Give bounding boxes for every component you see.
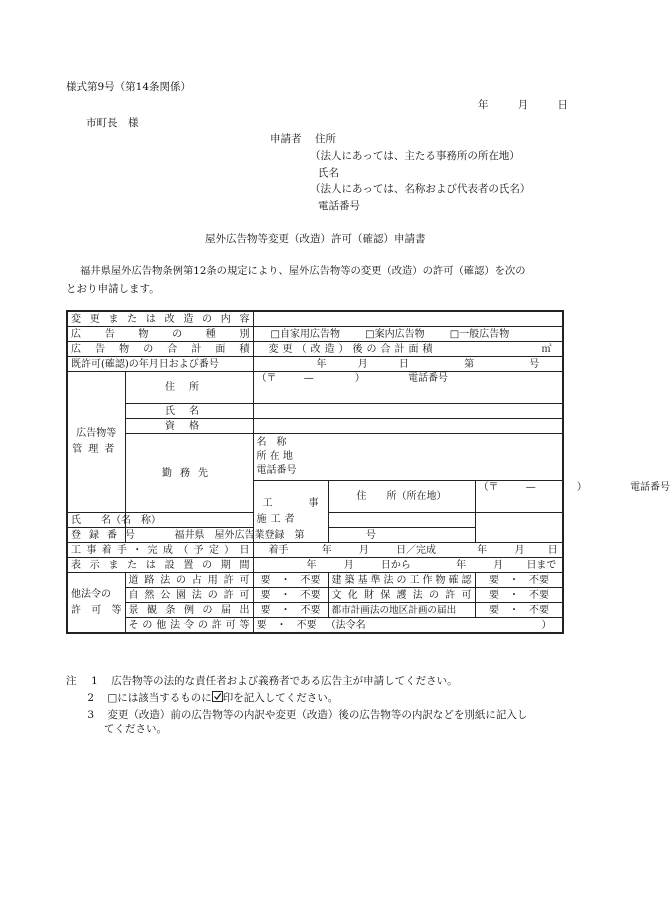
ad-type-option-general[interactable]: □一般広告物 <box>449 328 510 340</box>
law-road-label <box>125 573 253 588</box>
schedule-finish-day: 日 <box>547 544 558 556</box>
schedule-start-month: 月 <box>358 544 369 556</box>
note-2-text-post: 印を記入してください。 <box>222 692 339 704</box>
date-year-label: 年 <box>478 99 489 111</box>
note-2-text-pre: □には該当するものに <box>107 692 212 704</box>
manager-address-label <box>125 372 253 404</box>
law-building-label <box>328 573 475 588</box>
area-unit: ㎡ <box>541 343 552 355</box>
note-3 <box>66 708 527 722</box>
prior-permit-no-suffix: 号 <box>529 358 540 370</box>
law-name-open: （法令名 <box>325 619 366 631</box>
note-1-text: 広告物等の法的な責任者および義務者である広告主が申請してください。 <box>111 675 458 687</box>
contractor-postal-close: ） <box>576 482 587 493</box>
schedule-finish-label: 日／完成 <box>396 544 437 556</box>
manager-phone-label: 電話番号 <box>408 373 449 384</box>
manager-postal-close: ） <box>354 373 365 384</box>
after-area-cell[interactable] <box>253 342 563 357</box>
intro-line-1: 福井県屋外広告物条例第12条の規定により、屋外広告物等の変更（改造）の許可（確認）を次の <box>80 265 526 277</box>
workplace-phone-label: 電話番号 <box>256 465 297 476</box>
workplace-name-label: 名 称 <box>256 437 287 448</box>
applicant-label: 申請者 <box>270 133 302 145</box>
registration-prefix: 福井県 屋外広告業登録 第 <box>174 529 305 541</box>
note-1 <box>66 674 458 688</box>
ad-type-label <box>67 327 253 342</box>
other-laws-label <box>67 573 125 634</box>
period-label <box>67 558 253 573</box>
manager-name-text: 氏名 <box>165 405 213 417</box>
law-road-need[interactable]: 要 ・ 不要 <box>253 573 328 588</box>
registration-suffix: 号 <box>365 529 376 541</box>
note-2 <box>66 691 338 705</box>
checkmark-box-icon <box>212 691 223 702</box>
contractor-postal-open: （〒 <box>478 482 499 493</box>
law-park-label <box>125 588 253 603</box>
ad-type-option-private[interactable]: □自家用広告物 <box>270 328 340 340</box>
law-heritage-label <box>328 588 475 603</box>
manager-workplace-input[interactable] <box>253 434 563 481</box>
applicant-address-note: （法人にあっては、主たる事務所の所在地） <box>310 150 520 162</box>
law-landscape-label <box>125 603 253 618</box>
law-heritage-text: 文 化 財 保 護 法 の 許 可 <box>331 589 472 601</box>
schedule-start-label: 着手 <box>268 544 289 556</box>
manager-qualification-text: 資格 <box>165 420 213 432</box>
schedule-input[interactable] <box>253 543 563 558</box>
manager-address-text: 住所 <box>165 382 213 393</box>
ad-type-options <box>253 327 563 342</box>
prior-permit-year: 年 <box>316 358 327 370</box>
note-3-number: 3 <box>87 709 94 721</box>
contractor-label-line-2: 施工者 <box>256 513 299 525</box>
prior-permit-cell[interactable] <box>253 357 563 372</box>
schedule-start-year: 年 <box>321 544 332 556</box>
period-start-day: 日から <box>380 559 411 571</box>
contractor-address-input[interactable] <box>475 481 670 513</box>
date-month-label: 月 <box>517 99 529 111</box>
law-other-text: そ の 他 法 令 の 許 可 等 <box>128 619 250 631</box>
law-other-input[interactable] <box>253 618 563 634</box>
law-heritage-need[interactable]: 要 ・ 不要 <box>475 588 563 603</box>
contractor-label-line-1: 工 事 <box>262 497 319 509</box>
other-laws-label-line-1: 他法令の <box>71 588 111 600</box>
date-line <box>478 99 568 112</box>
registration-input[interactable] <box>125 528 475 543</box>
law-park-text: 自 然 公 園 法 の 許 可 <box>128 589 250 601</box>
manager-workplace-text: 勤務先 <box>162 467 216 479</box>
total-area-label <box>67 342 253 357</box>
law-other-label <box>125 618 253 634</box>
note-3-text: 変更（改造）前の広告物等の内訳や変更（改造）後の広告物等の内訳などを別紙に記入し <box>107 709 528 721</box>
change-content-label <box>67 311 253 327</box>
contractor-name-input[interactable] <box>125 513 475 528</box>
applicant-address-label: 住所 <box>315 133 336 145</box>
note-3-continuation: てください。 <box>104 723 167 735</box>
document-title: 屋外広告物等変更（改造）許可（確認）申請書 <box>205 233 426 245</box>
ad-type-option-guide-label: 案内広告物 <box>374 328 425 340</box>
period-end-month: 月 <box>493 559 504 571</box>
contractor-name-label: 氏 名（名 称） <box>67 513 125 528</box>
schedule-finish-year: 年 <box>477 544 488 556</box>
note-2-number: 2 <box>87 692 94 704</box>
other-laws-label-line-2: 許 可 等 <box>71 604 122 616</box>
contractor-phone-label: 電話番号 <box>630 482 670 493</box>
application-table <box>66 310 670 634</box>
note-1-number: 1 <box>91 675 98 687</box>
contractor-address-label: 住 所（所在地） <box>328 481 475 513</box>
period-start-month: 月 <box>343 559 354 571</box>
schedule-label <box>67 543 253 558</box>
period-end-year: 年 <box>456 559 467 571</box>
applicant-name-note: （法人にあっては、名称および代表者の氏名） <box>310 183 531 195</box>
manager-label-line-2: 管理者 <box>72 444 121 455</box>
manager-label <box>67 372 125 513</box>
workplace-location-label: 所 在 地 <box>256 451 293 462</box>
ad-type-option-general-label: 一般広告物 <box>459 328 510 340</box>
law-building-text: 建 築 基 準 法 の 工 作 物 確 認 <box>331 574 472 586</box>
prior-permit-day: 日 <box>398 358 409 370</box>
registration-label <box>67 528 143 543</box>
schedule-finish-month: 月 <box>514 544 525 556</box>
manager-name-label <box>125 404 253 419</box>
manager-workplace-label <box>125 434 253 513</box>
date-day-label: 日 <box>557 99 568 111</box>
manager-qualification-label <box>125 419 253 434</box>
after-area-label: 変更（改造）後の合計面積 <box>268 343 437 355</box>
change-content-input[interactable] <box>253 311 563 327</box>
period-text: 表 示 ま た は 設 置 の 期 間 <box>71 559 250 571</box>
recipient: 市町長 様 <box>86 117 139 129</box>
manager-postal-open: （〒 <box>256 373 277 384</box>
ad-type-option-private-label: 自家用広告物 <box>279 328 340 340</box>
total-area-text: 広 告 物 の 合 計 面 積 <box>71 343 250 355</box>
period-start-year: 年 <box>306 559 317 571</box>
prior-permit-no-prefix: 第 <box>464 358 475 370</box>
applicant-name-label: 氏名 <box>318 167 339 179</box>
manager-label-line-1: 広告物等 <box>76 428 117 439</box>
change-content-text: 変 更 ま た は 改 造 の 内 容 <box>71 313 250 325</box>
law-cityplan-need[interactable]: 要 ・ 不要 <box>475 603 563 618</box>
law-name-close: ） <box>541 619 552 631</box>
law-road-text: 道 路 法 の 占 用 許 可 <box>128 574 250 586</box>
law-cityplan-label: 都市計画法の地区計画の届出 <box>328 603 475 618</box>
period-input[interactable] <box>253 558 563 573</box>
law-park-need[interactable]: 要 ・ 不要 <box>253 588 328 603</box>
manager-name-input[interactable] <box>253 404 563 419</box>
ad-type-option-guide[interactable]: □案内広告物 <box>365 328 425 340</box>
contractor-postal-dash: — <box>525 482 536 493</box>
prior-permit-label: 既許可(確認)の年月日および番号 <box>67 357 253 372</box>
applicant-phone-label: 電話番号 <box>318 200 360 212</box>
prior-permit-month: 月 <box>357 358 368 370</box>
period-end-day: 日まで <box>526 559 557 571</box>
schedule-text: 工 事 着 手 ・ 完 成 （ 予 定 ） 日 <box>71 544 250 556</box>
form-number: 様式第9号（第14条関係） <box>66 81 192 93</box>
ad-type-text: 広 告 物 の 種 別 <box>71 328 250 340</box>
registration-label-text: 登録番号 <box>71 529 143 541</box>
note-label: 注 <box>66 675 77 687</box>
manager-postal-dash: — <box>303 373 314 384</box>
manager-qualification-input[interactable] <box>253 419 563 434</box>
law-landscape-text: 景 観 条 例 の 届 出 <box>128 604 250 616</box>
intro-line-2: とおり申請します。 <box>66 283 160 295</box>
manager-address-input[interactable] <box>253 372 563 404</box>
law-landscape-need[interactable]: 要 ・ 不要 <box>253 603 328 618</box>
law-building-need[interactable]: 要 ・ 不要 <box>475 573 563 588</box>
law-other-need: 要 ・ 不要 <box>256 619 317 631</box>
